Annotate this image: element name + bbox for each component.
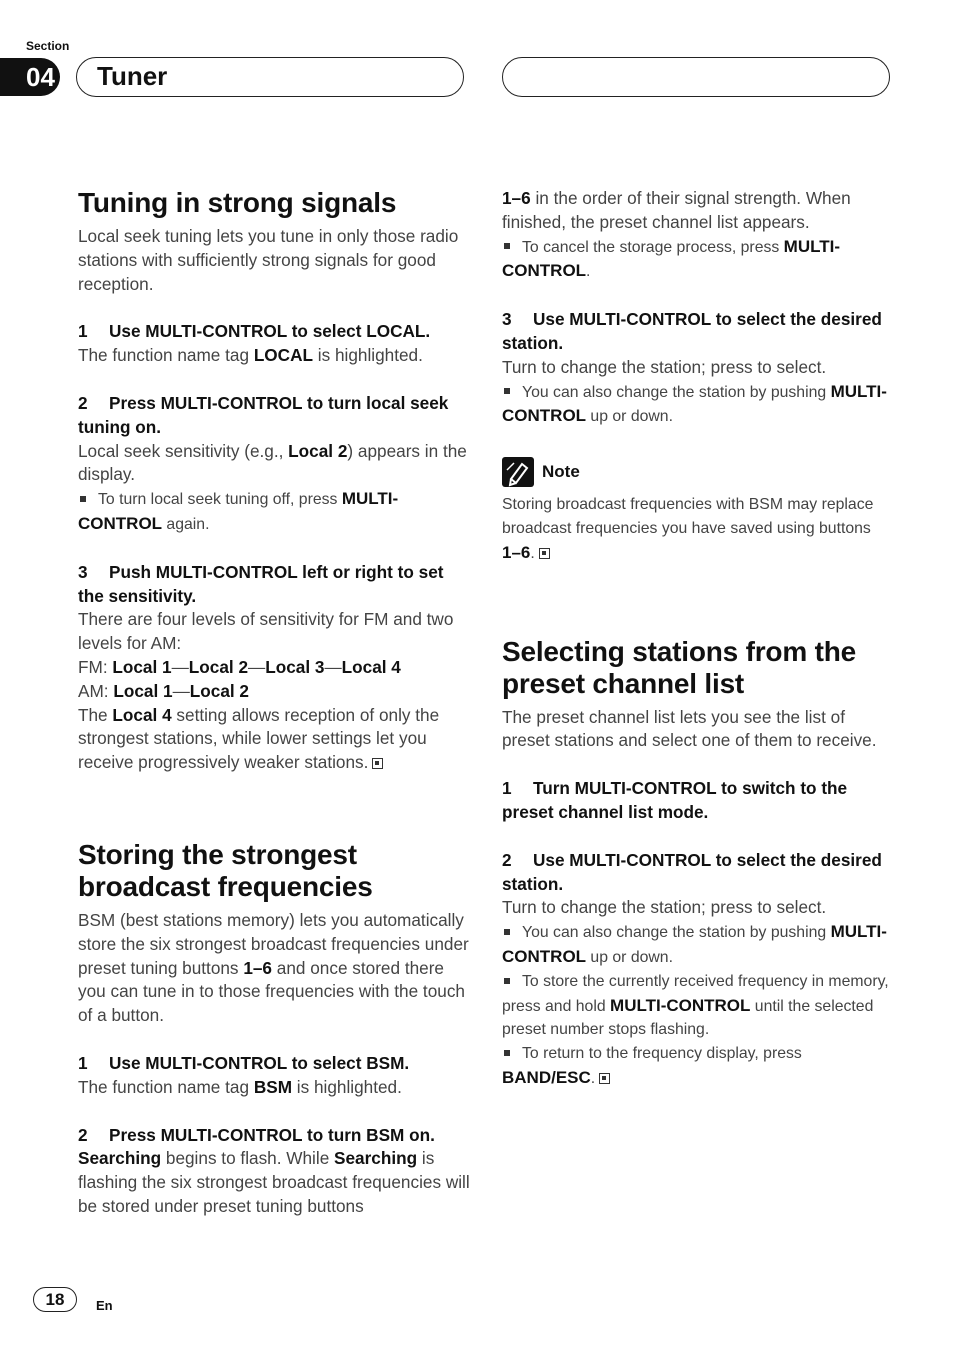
note-label: Note bbox=[542, 462, 580, 482]
end-mark-icon bbox=[539, 548, 550, 559]
page-number: 18 bbox=[33, 1287, 77, 1312]
bullet-item: To cancel the storage process, press MULTI-CONTROL. bbox=[502, 236, 841, 281]
bullet-square-icon bbox=[504, 978, 510, 984]
step-text: Use MULTI-CONTROL to select the desired station. bbox=[502, 849, 882, 894]
heading-selecting-stations: Selecting stations from the preset channel list bbox=[502, 635, 856, 699]
bullet-square-icon bbox=[504, 1050, 510, 1056]
paragraph: Turn to change the station; press to select. bbox=[502, 356, 827, 377]
bullet-square-icon bbox=[504, 243, 510, 249]
bullet-item: To return to the frequency display, press BAND/ESC. bbox=[502, 1045, 802, 1087]
step-heading bbox=[502, 308, 894, 356]
pencil-note-icon bbox=[502, 457, 534, 487]
bullet-square-icon bbox=[504, 388, 510, 394]
step-text: Push MULTI-CONTROL left or right to set the sensitivity. bbox=[78, 561, 444, 606]
step-number: 3 bbox=[78, 561, 88, 582]
note-heading bbox=[502, 457, 894, 487]
paragraph: The function name tag LOCAL is highlighted. bbox=[78, 345, 423, 366]
step-heading bbox=[78, 320, 470, 344]
section-number-badge: 04 bbox=[0, 58, 60, 96]
step-number: 2 bbox=[78, 392, 88, 413]
step-number: 1 bbox=[78, 1052, 88, 1073]
left-column bbox=[78, 187, 470, 1219]
step-heading bbox=[78, 1052, 470, 1076]
am-levels: AM: Local 1—Local 2 bbox=[78, 680, 249, 701]
bullet-item: You can also change the station by pushing MULTI-CONTROL up or down. bbox=[502, 381, 887, 426]
fm-levels: FM: Local 1—Local 2—Local 3—Local 4 bbox=[78, 656, 401, 677]
step-number: 2 bbox=[502, 849, 512, 870]
bullet-square-icon bbox=[80, 496, 86, 502]
step-text: Use MULTI-CONTROL to select LOCAL. bbox=[109, 321, 431, 342]
step-number: 2 bbox=[78, 1124, 88, 1145]
right-column bbox=[502, 187, 894, 1091]
chapter-title: Tuner bbox=[97, 61, 168, 91]
step-heading bbox=[78, 561, 470, 609]
heading-storing-strongest: Storing the strongest broadcast frequencies bbox=[78, 838, 373, 902]
bullet-item: To store the currently received frequency in memory, press and hold MULTI-CONTROL until the selected preset number stops flashing. bbox=[502, 972, 889, 1039]
paragraph: Local seek sensitivity (e.g., Local 2) appears in the display. bbox=[78, 440, 467, 485]
bullet-square-icon bbox=[504, 929, 510, 935]
paragraph: BSM (best stations memory) lets you automatically store the six strongest broadcast frequencies under preset tuning buttons 1–6 and once stored there you can tune in to those frequencies with the touch of a button. bbox=[78, 909, 469, 1026]
paragraph: There are four levels of sensitivity for FM and two levels for AM: bbox=[78, 609, 454, 654]
end-mark-icon bbox=[599, 1073, 610, 1084]
language-code: En bbox=[96, 1298, 113, 1313]
step-heading bbox=[502, 849, 894, 897]
step-text: Press MULTI-CONTROL to turn local seek tuning on. bbox=[78, 392, 449, 437]
paragraph: Local seek tuning lets you tune in only those radio stations with sufficiently strong signals for good reception. bbox=[78, 226, 459, 294]
paragraph: Searching begins to flash. While Searching is flashing the six strongest broadcast frequencies will be stored under preset tuning buttons bbox=[78, 1148, 470, 1216]
paragraph: 1–6 in the order of their signal strength. When finished, the preset channel list appears. bbox=[502, 188, 851, 232]
step-number: 1 bbox=[78, 321, 88, 342]
heading-tuning-strong-signals: Tuning in strong signals bbox=[78, 187, 397, 218]
paragraph: The function name tag BSM is highlighted. bbox=[78, 1076, 402, 1097]
end-mark-icon bbox=[372, 758, 383, 769]
step-number: 1 bbox=[502, 778, 512, 799]
step-number: 3 bbox=[502, 309, 512, 330]
step-text: Use MULTI-CONTROL to select BSM. bbox=[109, 1052, 410, 1073]
section-label: Section bbox=[26, 39, 70, 53]
step-text: Press MULTI-CONTROL to turn BSM on. bbox=[109, 1124, 435, 1145]
header-empty-frame bbox=[502, 57, 890, 97]
step-heading bbox=[78, 392, 470, 440]
step-heading bbox=[502, 777, 894, 825]
note-text: Storing broadcast frequencies with BSM may replace broadcast frequencies you have saved using buttons 1–6. bbox=[502, 496, 874, 562]
bullet-item: You can also change the station by pushing MULTI-CONTROL up or down. bbox=[502, 922, 887, 966]
step-heading bbox=[78, 1124, 470, 1148]
paragraph: Turn to change the station; press to select. bbox=[502, 897, 827, 918]
bullet-item: To turn local seek tuning off, press MULTI-CONTROL again. bbox=[78, 489, 399, 533]
step-text: Use MULTI-CONTROL to select the desired station. bbox=[502, 309, 882, 353]
step-text: Turn MULTI-CONTROL to switch to the preset channel list mode. bbox=[502, 778, 848, 822]
paragraph: The preset channel list lets you see the list of preset stations and select one of them to receive. bbox=[502, 706, 877, 751]
paragraph: The Local 4 setting allows reception of only the strongest stations, while lower settings let you receive progressively weaker stations. bbox=[78, 704, 440, 773]
